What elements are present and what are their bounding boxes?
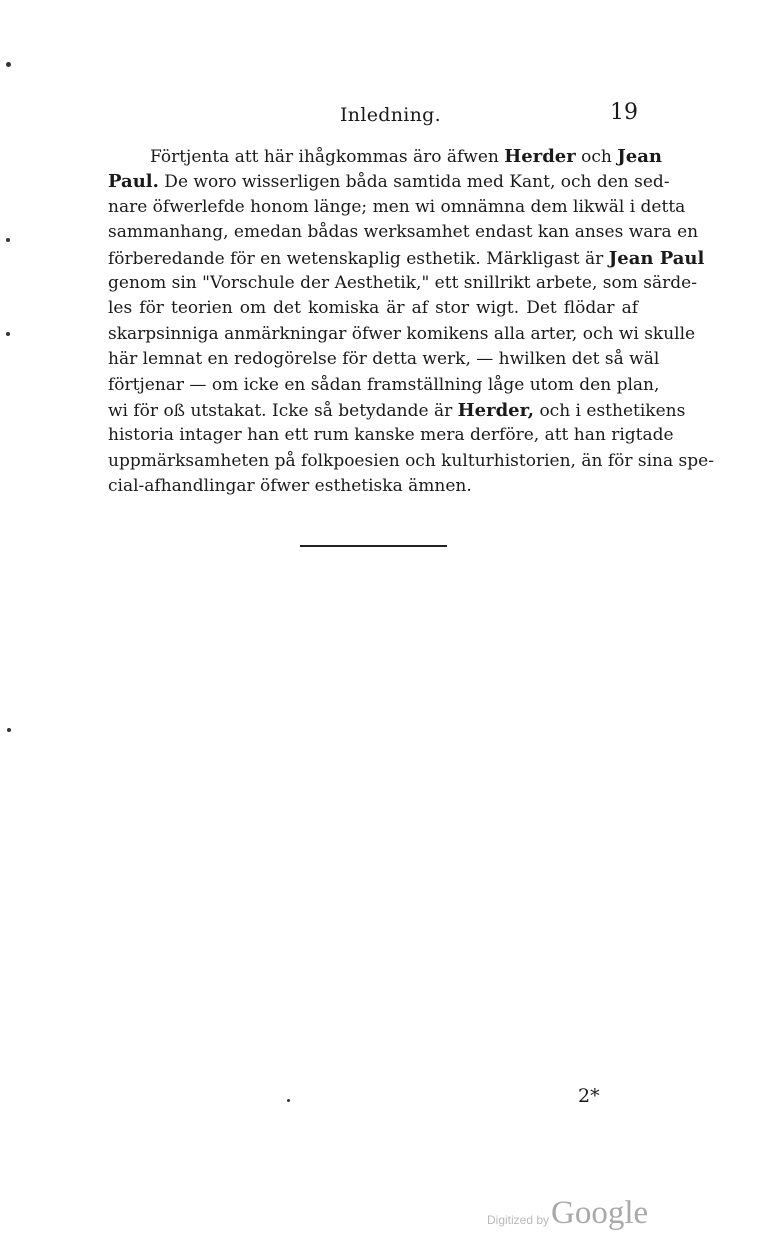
- text-line: [108, 474, 638, 499]
- text-line: [108, 373, 660, 398]
- scan-speck: [6, 332, 10, 336]
- text-segment: genom sin "Vorschule der Aesthetik," ett snillrikt arbete, som särde-: [108, 272, 697, 293]
- text-segment: skarpsinniga anmärkningar öfwer komikens alla arter, och wi skulle: [108, 323, 696, 344]
- text-segment: förtjenar — om icke en sådan framställning låge utom den plan,: [108, 374, 660, 395]
- text-line: [108, 347, 660, 372]
- text-segment: Förtjenta att här ihågkommas äro äfwen: [150, 147, 505, 167]
- text-line: [108, 296, 638, 321]
- text-line: [108, 195, 686, 220]
- digitization-watermark: [487, 1195, 657, 1235]
- text-line: [108, 322, 696, 347]
- text-segment: nare öfwerlefde honom länge; men wi omnämna dem likwäl i detta: [108, 196, 686, 217]
- text-segment: les för teorien om det komiska är af stor wigt. Det flödar af: [108, 298, 638, 319]
- signature-mark: 2*: [578, 1085, 600, 1107]
- text-segment: wi för oß utstakat. Icke så betydande är: [108, 400, 458, 421]
- scan-speck: [287, 1099, 290, 1102]
- scan-speck: [6, 238, 10, 242]
- emphasized-name: Jean Paul: [608, 247, 705, 269]
- text-line: [108, 271, 697, 296]
- running-head: [108, 100, 638, 130]
- text-line: [108, 423, 674, 448]
- emphasized-name: Herder,: [457, 399, 535, 421]
- watermark-digitized-label: Digitized by: [487, 1213, 550, 1227]
- text-line: [108, 246, 705, 271]
- running-title: Inledning.: [340, 104, 441, 126]
- scan-speck: [7, 728, 11, 732]
- emphasized-name: Paul.: [108, 171, 159, 193]
- text-segment: här lemnat en redogörelse för detta werk, — hwilken det så wäl: [108, 349, 660, 370]
- section-divider-rule: [300, 545, 447, 547]
- scan-speck: [6, 62, 11, 67]
- watermark-brand-logo: Google: [551, 1195, 649, 1231]
- text-segment: och i esthetikens: [534, 400, 686, 421]
- text-line: [108, 220, 699, 245]
- text-segment: historia intager han ett rum kanske mera derföre, att han rigtade: [108, 425, 674, 446]
- text-line: [108, 398, 686, 423]
- text-line: [108, 144, 662, 169]
- page-number: 19: [610, 100, 638, 125]
- text-segment: cial-afhandlingar öfwer esthetiska ämnen.: [108, 476, 472, 497]
- emphasized-name: Herder: [504, 146, 576, 167]
- text-segment: förberedande för en wetenskaplig esthetik. Märkligast är: [108, 248, 609, 269]
- text-line: [108, 169, 670, 194]
- body-paragraph: [108, 144, 714, 499]
- text-segment: uppmärksamheten på folkpoesien och kulturhistorien, än för sina spe-: [108, 450, 714, 471]
- text-line: [108, 449, 714, 474]
- text-segment: och: [575, 147, 618, 167]
- emphasized-name: Jean: [617, 146, 662, 167]
- text-segment: De woro wisserligen båda samtida med Kant, och den sed-: [158, 172, 670, 193]
- text-segment: sammanhang, emedan bådas werksamhet endast kan anses wara en: [108, 222, 699, 243]
